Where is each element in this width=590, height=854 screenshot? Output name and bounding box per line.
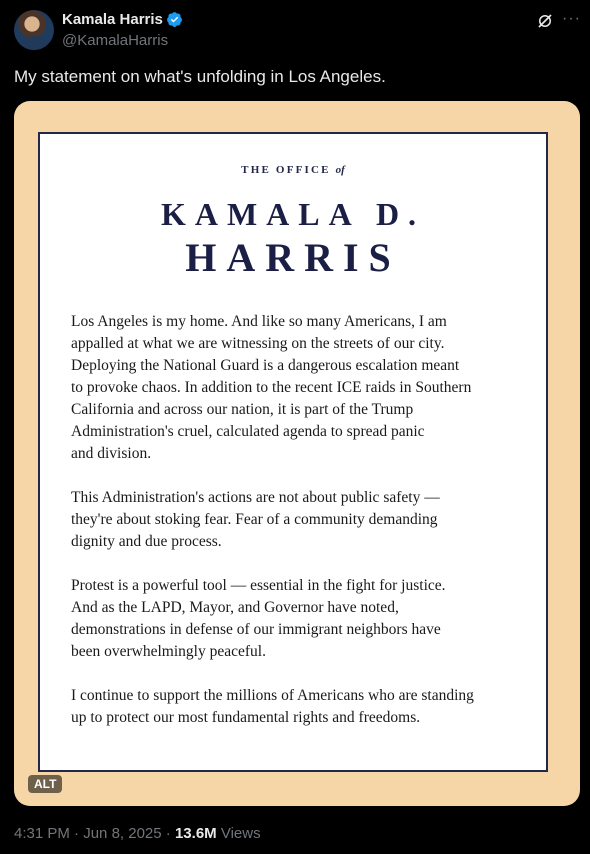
statement-line: Protest is a powerful tool — essential in the fight for justice. [71,577,446,594]
statement-paragraph [71,685,531,729]
avatar[interactable] [14,10,54,50]
name-line-1: KAMALA D. [160,196,426,232]
office-prefix: THE OFFICE [241,164,331,176]
statement-line: and division. [71,445,152,462]
statement-line: they're about stoking fear. Fear of a community demanding [71,511,438,528]
meta-separator: · [165,825,171,842]
statement-line: up to protect our most fundamental rights and freedoms. [71,709,421,726]
statement-line: demonstrations in defense of our immigrant neighbors have [71,621,441,638]
verified-badge-icon [166,11,183,28]
statement-paragraph [71,575,531,663]
tweet-date[interactable]: Jun 8, 2025 [83,825,162,842]
statement-line: dignity and due process. [71,533,222,550]
statement-line: And as the LAPD, Mayor, and Governor have noted, [71,599,399,616]
author-handle[interactable]: @KamalaHarris [62,32,169,49]
statement-paragraph [71,311,531,465]
statement-line: Administration's cruel, calculated agenda to spread panic [71,423,425,440]
statement-document [38,132,548,772]
statement-line: to provoke chaos. In addition to the recent ICE raids in Southern [71,379,472,396]
name-line-2: HARRIS [185,235,401,280]
meta-separator: · [74,825,80,842]
office-of: of [335,164,345,176]
author-name[interactable]: Kamala Harris [62,11,163,28]
statement-line: I continue to support the millions of Americans who are standing [71,687,474,704]
statement-line: This Administration's actions are not about public safety — [71,489,440,506]
statement-line: California and across our nation, it is part of the Trump [71,401,414,418]
views-label: Views [220,825,261,842]
alt-text-badge[interactable]: ALT [28,775,62,793]
tweet-header [0,0,590,60]
views-count: 13.6M [174,825,217,842]
tweet-time[interactable]: 4:31 PM [14,825,70,842]
tweet-text: My statement on what's unfolding in Los Angeles. [14,67,386,86]
more-options-icon[interactable]: ··· [562,10,581,27]
statement-paragraph [71,487,531,553]
statement-line: Deploying the National Guard is a dangerous escalation meant [71,357,460,374]
tweet-image[interactable] [14,101,580,806]
office-heading [40,164,546,176]
statement-line: Los Angeles is my home. And like so many Americans, I am [71,313,447,330]
statement-line: been overwhelmingly peaceful. [71,643,266,660]
statement-line: appalled at what we are witnessing on the streets of our city. [71,335,445,352]
grok-icon[interactable] [536,12,554,30]
tweet-meta [14,825,261,842]
